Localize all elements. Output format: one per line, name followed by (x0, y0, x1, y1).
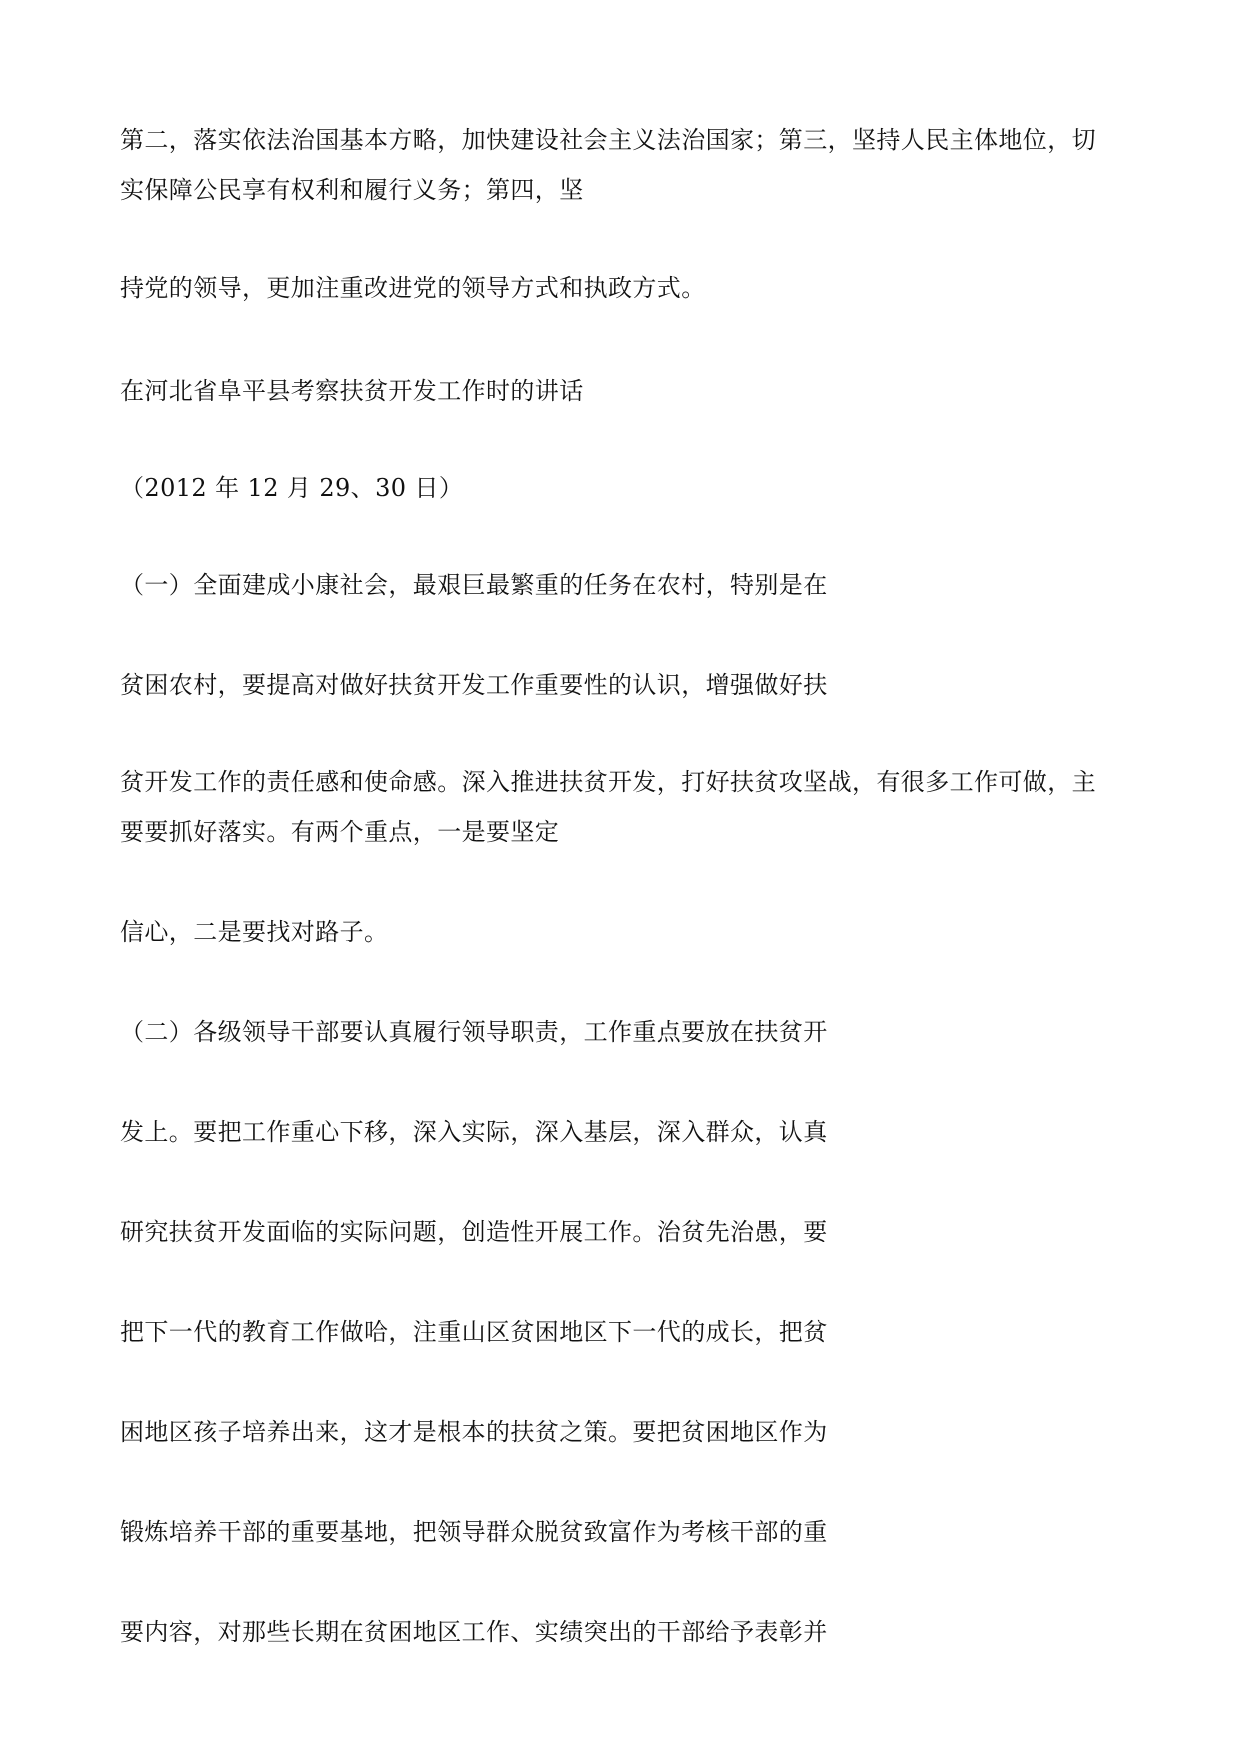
text-line: 信心，二是要找对路子。 (120, 918, 389, 946)
text-line: 实保障公民享有权利和履行义务；第四，坚 (120, 176, 584, 204)
text-line: 贫开发工作的责任感和使命感。深入推进扶贫开发，打好扶贫攻坚战，有很多工作可做，主 (120, 768, 1096, 796)
text-line: 把下一代的教育工作做哈，注重山区贫困地区下一代的成长，把贫 (120, 1318, 828, 1346)
text-line: 贫困农村，要提高对做好扶贫开发工作重要性的认识，增强做好扶 (120, 671, 828, 699)
text-line: 要内容，对那些长期在贫困地区工作、实绩突出的干部给予表彰并 (120, 1618, 828, 1646)
text-line: 要要抓好落实。有两个重点，一是要坚定 (120, 818, 560, 846)
section-date: （2012 年 12 月 29、30 日） (120, 474, 464, 502)
text-line: 发上。要把工作重心下移，深入实际，深入基层，深入群众，认真 (120, 1118, 828, 1146)
text-line: 研究扶贫开发面临的实际问题，创造性开展工作。治贫先治愚，要 (120, 1218, 828, 1246)
text-line: 第二，落实依法治国基本方略，加快建设社会主义法治国家；第三，坚持人民主体地位，切 (120, 126, 1096, 154)
text-line: 持党的领导，更加注重改进党的领导方式和执政方式。 (120, 274, 706, 302)
text-line: 锻炼培养干部的重要基地，把领导群众脱贫致富作为考核干部的重 (120, 1518, 828, 1546)
section-title: 在河北省阜平县考察扶贫开发工作时的讲话 (120, 377, 584, 405)
text-line: 困地区孩子培养出来，这才是根本的扶贫之策。要把贫困地区作为 (120, 1418, 828, 1446)
text-line: （二）各级领导干部要认真履行领导职责，工作重点要放在扶贫开 (120, 1018, 828, 1046)
text-line: （一）全面建成小康社会，最艰巨最繁重的任务在农村，特别是在 (120, 571, 828, 599)
